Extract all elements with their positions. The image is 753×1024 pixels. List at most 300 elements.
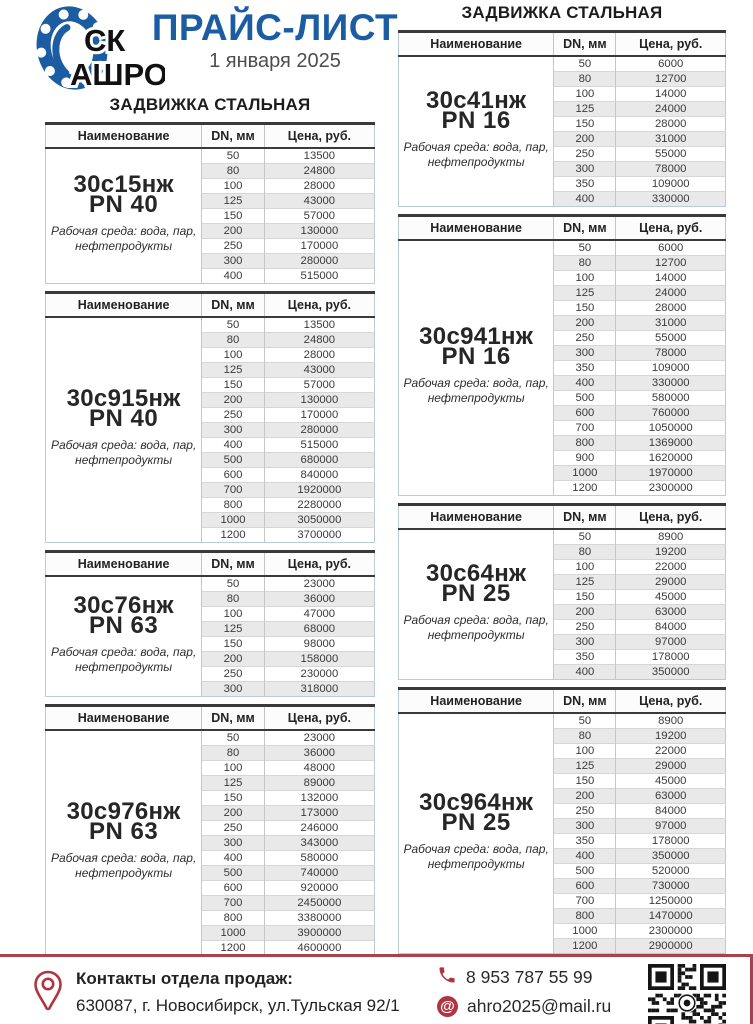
section-title-left: ЗАДВИЖКА СТАЛЬНАЯ <box>109 95 311 114</box>
dn-cell: 600 <box>202 881 265 896</box>
table-row <box>46 730 375 746</box>
column-header-name: Наименование <box>46 124 202 149</box>
column-header-price: Цена, руб. <box>264 293 374 318</box>
dn-cell: 300 <box>202 682 265 697</box>
price-cell: 1620000 <box>616 451 726 466</box>
product-cell <box>399 713 554 954</box>
column-header-name: Наименование <box>399 32 554 57</box>
price-cell: 45000 <box>616 590 726 605</box>
dn-cell: 250 <box>554 147 616 162</box>
dn-cell: 800 <box>202 911 265 926</box>
product-model: 30с41нж <box>425 86 527 114</box>
price-cell: 14000 <box>616 271 726 286</box>
price-cell: 63000 <box>616 605 726 620</box>
price-table <box>45 291 375 543</box>
price-cell: 230000 <box>264 667 374 682</box>
dn-cell: 500 <box>554 391 616 406</box>
product-pn: PN 63 <box>89 818 159 845</box>
dn-cell: 500 <box>202 453 265 468</box>
dn-cell: 1200 <box>554 939 616 954</box>
dn-cell: 125 <box>554 759 616 774</box>
price-cell: 89000 <box>264 776 374 791</box>
column-header-price: Цена, руб. <box>616 505 726 530</box>
dn-cell: 50 <box>202 148 265 164</box>
product-media: Рабочая среда: вода, пар, нефтепродукты <box>403 612 549 642</box>
column-right <box>398 3 726 954</box>
product-pn: PN 63 <box>89 611 159 639</box>
dn-cell: 80 <box>554 256 616 271</box>
price-table <box>398 30 726 207</box>
price-cell: 109000 <box>616 177 726 192</box>
dn-cell: 400 <box>554 665 616 680</box>
price-cell: 173000 <box>264 806 374 821</box>
dn-cell: 1200 <box>554 481 616 496</box>
price-cell: 515000 <box>264 438 374 453</box>
price-cell: 280000 <box>264 423 374 438</box>
logo-text-line1: СК <box>84 23 126 58</box>
price-cell: 920000 <box>264 881 374 896</box>
dn-cell: 600 <box>202 468 265 483</box>
price-cell: 343000 <box>264 836 374 851</box>
dn-cell: 350 <box>554 177 616 192</box>
location-pin-icon <box>33 970 63 1017</box>
column-header-dn: DN, мм <box>202 706 265 731</box>
dn-cell: 800 <box>554 909 616 924</box>
dn-cell: 400 <box>554 192 616 207</box>
column-header-dn: DN, мм <box>202 124 265 149</box>
column-header-name: Наименование <box>46 552 202 577</box>
page-date: 1 января 2025 <box>209 50 341 72</box>
price-cell: 24000 <box>616 102 726 117</box>
column-header-price: Цена, руб. <box>616 216 726 241</box>
price-cell: 350000 <box>616 849 726 864</box>
contacts-address: 630087, г. Новосибирск, ул.Тульская 92/1 <box>76 996 400 1015</box>
email-at-icon: @ <box>437 996 458 1017</box>
price-cell: 515000 <box>264 269 374 284</box>
price-cell: 48000 <box>264 761 374 776</box>
dn-cell: 50 <box>202 576 265 592</box>
product-media: Рабочая среда: вода, пар, нефтепродукты <box>403 841 549 871</box>
price-cell: 3380000 <box>264 911 374 926</box>
price-cell: 97000 <box>616 635 726 650</box>
product-cell <box>399 529 554 680</box>
price-cell: 132000 <box>264 791 374 806</box>
product-media: Рабочая среда: вода, пар, нефтепродукты <box>403 139 549 169</box>
table-row <box>46 148 375 164</box>
dn-cell: 50 <box>202 317 265 333</box>
dn-cell: 500 <box>554 864 616 879</box>
price-cell: 24000 <box>616 286 726 301</box>
dn-cell: 100 <box>554 744 616 759</box>
dn-cell: 250 <box>202 239 265 254</box>
dn-cell: 200 <box>554 132 616 147</box>
dn-cell: 1000 <box>202 513 265 528</box>
dn-cell: 125 <box>554 102 616 117</box>
dn-cell: 200 <box>554 605 616 620</box>
price-cell: 84000 <box>616 804 726 819</box>
dn-cell: 50 <box>554 713 616 729</box>
dn-cell: 100 <box>202 607 265 622</box>
dn-cell: 300 <box>202 254 265 269</box>
price-table <box>45 704 375 956</box>
dn-cell: 200 <box>202 224 265 239</box>
table-header-row <box>46 124 375 149</box>
price-cell: 24800 <box>264 333 374 348</box>
dn-cell: 100 <box>202 761 265 776</box>
product-model: 30с76нж <box>73 591 174 619</box>
price-cell: 98000 <box>264 637 374 652</box>
price-cell: 47000 <box>264 607 374 622</box>
price-cell: 57000 <box>264 378 374 393</box>
price-cell: 57000 <box>264 209 374 224</box>
dn-cell: 250 <box>202 408 265 423</box>
dn-cell: 150 <box>554 590 616 605</box>
dn-cell: 300 <box>554 635 616 650</box>
product-cell <box>46 576 202 697</box>
price-table <box>45 122 375 284</box>
price-cell: 23000 <box>303 578 336 590</box>
price-cell: 31000 <box>616 316 726 331</box>
dn-cell: 125 <box>202 363 265 378</box>
price-cell: 520000 <box>616 864 726 879</box>
product-model: 30с915нж <box>66 385 181 412</box>
price-cell: 3050000 <box>264 513 374 528</box>
price-cell: 28000 <box>616 117 726 132</box>
price-cell: 1920000 <box>264 483 374 498</box>
price-cell: 28000 <box>616 301 726 316</box>
product-cell <box>46 317 202 543</box>
price-cell: 78000 <box>616 346 726 361</box>
product-pn: PN 16 <box>441 106 511 134</box>
product-pn: PN 25 <box>441 579 511 607</box>
price-cell: 22000 <box>616 744 726 759</box>
dn-cell: 1200 <box>202 528 265 543</box>
price-cell: 28000 <box>264 348 374 363</box>
table-header-row <box>46 552 375 577</box>
price-cell: 23000 <box>303 732 336 744</box>
table-row <box>399 529 726 545</box>
price-cell: 43000 <box>264 363 374 378</box>
price-cell: 1369000 <box>616 436 726 451</box>
dn-cell: 80 <box>202 746 265 761</box>
price-cell: 170000 <box>264 408 374 423</box>
price-cell: 36000 <box>264 746 374 761</box>
column-header-price: Цена, руб. <box>264 706 374 731</box>
price-cell: 1970000 <box>616 466 726 481</box>
product-pn: PN 16 <box>441 343 511 370</box>
price-cell: 580000 <box>264 851 374 866</box>
price-cell: 36000 <box>264 592 374 607</box>
page-title: ПРАЙС-ЛИСТ <box>151 7 399 48</box>
price-cell: 12700 <box>616 72 726 87</box>
dn-cell: 700 <box>554 894 616 909</box>
price-cell: 78000 <box>616 162 726 177</box>
product-media: Рабочая среда: вода, пар, нефтепродукты <box>403 376 549 405</box>
price-cell: 740000 <box>264 866 374 881</box>
dn-cell: 200 <box>554 316 616 331</box>
column-header-price: Цена, руб. <box>264 552 374 577</box>
column-header-price: Цена, руб. <box>616 32 726 57</box>
dn-cell: 150 <box>202 378 265 393</box>
dn-cell: 80 <box>554 729 616 744</box>
price-cell: 158000 <box>264 652 374 667</box>
price-cell: 68000 <box>264 622 374 637</box>
reach-block <box>437 965 611 1023</box>
price-cell: 1250000 <box>616 894 726 909</box>
price-cell: 330000 <box>616 376 726 391</box>
dn-cell: 150 <box>554 117 616 132</box>
table-header-row <box>46 293 375 318</box>
dn-cell: 125 <box>202 776 265 791</box>
price-cell: 130000 <box>264 393 374 408</box>
product-model: 30с15нж <box>73 171 174 198</box>
price-cell: 280000 <box>264 254 374 269</box>
product-media: Рабочая среда: вода, пар, нефтепродукты <box>50 851 197 880</box>
dn-cell: 300 <box>554 162 616 177</box>
product-model: 30с964нж <box>419 788 534 816</box>
price-cell: 28000 <box>264 179 374 194</box>
dn-cell: 200 <box>202 652 265 667</box>
price-table <box>398 503 726 680</box>
price-cell: 22000 <box>616 560 726 575</box>
price-cell: 109000 <box>616 361 726 376</box>
dn-cell: 80 <box>554 72 616 87</box>
price-cell: 4600000 <box>264 941 374 956</box>
price-cell: 84000 <box>616 620 726 635</box>
dn-cell: 80 <box>554 545 616 560</box>
dn-cell: 50 <box>554 529 616 545</box>
product-cell <box>46 730 202 956</box>
price-cell: 6000 <box>658 58 684 70</box>
dn-cell: 80 <box>202 333 265 348</box>
price-cell: 730000 <box>616 879 726 894</box>
column-header-price: Цена, руб. <box>264 124 374 149</box>
dn-cell: 100 <box>554 271 616 286</box>
tables-left <box>45 122 375 956</box>
dn-cell: 800 <box>202 498 265 513</box>
price-cell: 12700 <box>616 256 726 271</box>
contact-texts <box>76 969 400 1016</box>
dn-cell: 400 <box>202 269 265 284</box>
dn-cell: 100 <box>554 87 616 102</box>
price-cell: 680000 <box>264 453 374 468</box>
price-cell: 1050000 <box>616 421 726 436</box>
column-header-name: Наименование <box>399 689 554 714</box>
price-cell: 350000 <box>616 665 726 680</box>
column-header-dn: DN, мм <box>202 552 265 577</box>
column-header-name: Наименование <box>46 293 202 318</box>
dn-cell: 700 <box>202 483 265 498</box>
dn-cell: 1000 <box>202 926 265 941</box>
email-address: ahro2025@mail.ru <box>467 996 612 1016</box>
dn-cell: 600 <box>554 406 616 421</box>
dn-cell: 50 <box>554 56 616 72</box>
price-cell: 63000 <box>616 789 726 804</box>
product-model: 30с941нж <box>419 323 534 350</box>
dn-cell: 250 <box>554 804 616 819</box>
price-table <box>398 687 726 954</box>
price-cell: 2450000 <box>264 896 374 911</box>
dn-cell: 350 <box>554 650 616 665</box>
price-cell: 55000 <box>616 331 726 346</box>
dn-cell: 125 <box>202 622 265 637</box>
phone-icon <box>437 965 457 990</box>
dn-cell: 125 <box>554 575 616 590</box>
price-cell: 31000 <box>616 132 726 147</box>
product-pn: PN 40 <box>89 405 159 432</box>
dn-cell: 800 <box>554 436 616 451</box>
dn-cell: 80 <box>202 592 265 607</box>
dn-cell: 900 <box>554 451 616 466</box>
table-header-row <box>399 689 726 714</box>
dn-cell: 400 <box>554 376 616 391</box>
price-cell: 19200 <box>616 729 726 744</box>
dn-cell: 80 <box>202 164 265 179</box>
dn-cell: 150 <box>554 301 616 316</box>
price-cell: 2300000 <box>616 924 726 939</box>
price-cell: 580000 <box>616 391 726 406</box>
table-header-row <box>46 706 375 731</box>
product-pn: PN 40 <box>89 191 159 218</box>
dn-cell: 1000 <box>554 924 616 939</box>
price-cell: 29000 <box>616 759 726 774</box>
price-cell: 14000 <box>616 87 726 102</box>
dn-cell: 150 <box>202 209 265 224</box>
logo-text-line2: АШРО <box>70 57 165 92</box>
dn-cell: 250 <box>202 667 265 682</box>
price-cell: 8900 <box>658 715 684 727</box>
table-row <box>399 240 726 256</box>
tables-right <box>398 30 726 954</box>
phone-number: 8 953 787 55 99 <box>466 967 593 987</box>
price-cell: 330000 <box>616 192 726 207</box>
price-cell: 13500 <box>303 150 336 162</box>
dn-cell: 700 <box>554 421 616 436</box>
dn-cell: 600 <box>554 879 616 894</box>
price-cell: 840000 <box>264 468 374 483</box>
price-cell: 29000 <box>616 575 726 590</box>
price-cell: 8900 <box>658 531 684 543</box>
dn-cell: 50 <box>202 730 265 746</box>
price-cell: 6000 <box>658 242 684 254</box>
price-cell: 170000 <box>264 239 374 254</box>
price-cell: 318000 <box>264 682 374 697</box>
table-header-row <box>399 32 726 57</box>
dn-cell: 125 <box>202 194 265 209</box>
price-cell: 3700000 <box>264 528 374 543</box>
dn-cell: 150 <box>202 637 265 652</box>
dn-cell: 350 <box>554 361 616 376</box>
price-cell: 24800 <box>264 164 374 179</box>
product-media: Рабочая среда: вода, пар, нефтепродукты <box>50 224 197 253</box>
price-cell: 43000 <box>264 194 374 209</box>
product-cell <box>399 56 554 207</box>
table-header-row <box>399 505 726 530</box>
dn-cell: 250 <box>554 331 616 346</box>
column-header-name: Наименование <box>399 216 554 241</box>
table-row <box>399 713 726 729</box>
dn-cell: 350 <box>554 834 616 849</box>
price-cell: 2900000 <box>616 939 726 954</box>
dn-cell: 1000 <box>554 466 616 481</box>
column-header-dn: DN, мм <box>554 505 616 530</box>
product-media: Рабочая среда: вода, пар, нефтепродукты <box>50 644 197 674</box>
table-row <box>46 576 375 592</box>
contacts-title: Контакты отдела продаж: <box>76 969 293 988</box>
column-header-dn: DN, мм <box>202 293 265 318</box>
product-model: 30с976нж <box>66 798 181 825</box>
dn-cell: 1200 <box>202 941 265 956</box>
column-header-name: Наименование <box>46 706 202 731</box>
price-cell: 13500 <box>303 319 336 331</box>
price-cell: 55000 <box>616 147 726 162</box>
price-cell: 2280000 <box>264 498 374 513</box>
dn-cell: 100 <box>554 560 616 575</box>
price-cell: 19200 <box>616 545 726 560</box>
product-cell <box>46 148 202 284</box>
price-cell: 178000 <box>616 834 726 849</box>
dn-cell: 50 <box>554 240 616 256</box>
column-header-price: Цена, руб. <box>616 689 726 714</box>
dn-cell: 400 <box>202 438 265 453</box>
price-cell: 130000 <box>264 224 374 239</box>
dn-cell: 200 <box>202 393 265 408</box>
table-row <box>399 56 726 72</box>
price-cell: 97000 <box>616 819 726 834</box>
product-media: Рабочая среда: вода, пар, нефтепродукты <box>50 438 197 467</box>
table-row <box>46 317 375 333</box>
column-left <box>45 95 375 956</box>
table-header-row <box>399 216 726 241</box>
column-header-name: Наименование <box>399 505 554 530</box>
product-cell <box>399 240 554 496</box>
dn-cell: 300 <box>554 346 616 361</box>
dn-cell: 400 <box>554 849 616 864</box>
dn-cell: 300 <box>202 836 265 851</box>
column-header-dn: DN, мм <box>554 32 616 57</box>
dn-cell: 150 <box>202 791 265 806</box>
price-cell: 45000 <box>616 774 726 789</box>
dn-cell: 150 <box>554 774 616 789</box>
dn-cell: 125 <box>554 286 616 301</box>
dn-cell: 250 <box>202 821 265 836</box>
dn-cell: 250 <box>554 620 616 635</box>
product-pn: PN 25 <box>441 808 511 836</box>
price-cell: 1470000 <box>616 909 726 924</box>
dn-cell: 100 <box>202 179 265 194</box>
dn-cell: 100 <box>202 348 265 363</box>
dn-cell: 300 <box>554 819 616 834</box>
price-cell: 760000 <box>616 406 726 421</box>
price-cell: 178000 <box>616 650 726 665</box>
dn-cell: 200 <box>554 789 616 804</box>
header-title-block <box>140 8 410 73</box>
price-cell: 2300000 <box>616 481 726 496</box>
price-table <box>398 214 726 496</box>
section-title-right: ЗАДВИЖКА СТАЛЬНАЯ <box>461 3 663 22</box>
column-header-dn: DN, мм <box>554 216 616 241</box>
column-header-dn: DN, мм <box>554 689 616 714</box>
price-cell: 3900000 <box>264 926 374 941</box>
dn-cell: 500 <box>202 866 265 881</box>
dn-cell: 700 <box>202 896 265 911</box>
footer <box>0 954 753 1024</box>
price-cell: 246000 <box>264 821 374 836</box>
product-model: 30с64нж <box>425 559 527 587</box>
qr-code <box>648 964 726 1024</box>
dn-cell: 300 <box>202 423 265 438</box>
dn-cell: 400 <box>202 851 265 866</box>
